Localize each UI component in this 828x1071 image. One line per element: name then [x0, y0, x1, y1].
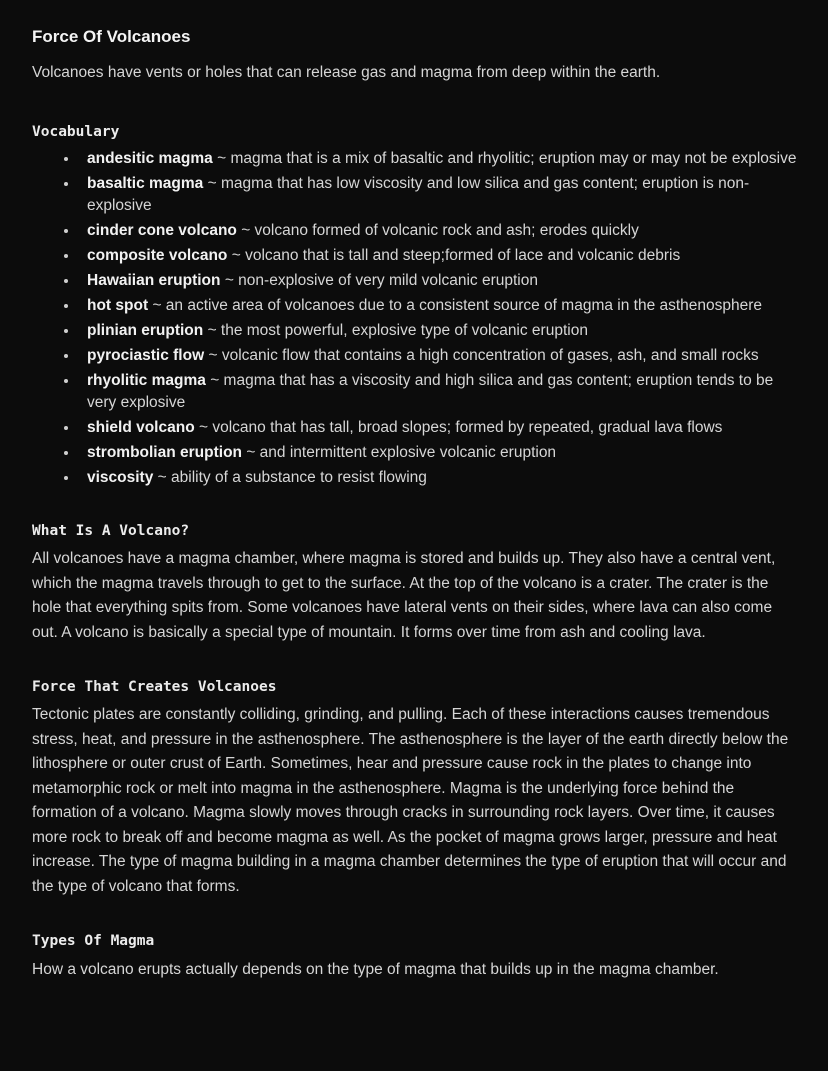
vocabulary-list	[32, 148, 797, 489]
vocab-item	[79, 417, 797, 439]
section-heading: Force That Creates Volcanoes	[32, 679, 277, 696]
vocab-item	[79, 442, 797, 464]
page-title: Force Of Volcanoes	[32, 27, 191, 46]
vocab-definition: ~ non-explosive of very mild volcanic eruption	[224, 271, 538, 289]
vocab-definition: ~ magma that has low viscosity and low silica and gas content; eruption is non-explosive	[87, 174, 750, 214]
vocab-definition: ~ magma that has a viscosity and high silica and gas content; eruption tends to be very explosive	[87, 371, 774, 411]
intro-paragraph: Volcanoes have vents or holes that can release gas and magma from deep within the earth.	[32, 64, 661, 82]
vocab-term: Hawaiian eruption	[87, 271, 221, 289]
vocab-term: composite volcano	[87, 246, 228, 264]
vocab-term: plinian eruption	[87, 321, 204, 339]
vocab-definition: ~ volcano that is tall and steep;formed of lace and volcanic debris	[231, 246, 681, 264]
section-heading: Types Of Magma	[32, 933, 155, 950]
vocab-item	[79, 220, 797, 242]
vocab-item	[79, 245, 797, 267]
vocab-item	[79, 320, 797, 342]
section-paragraph: Tectonic plates are constantly colliding, grinding, and pulling. Each of these interactions causes tremendous stress, heat, and pressure in the asthenosphere. The asthenosphere is the layer of the earth directly below the lithosphere or outer crust of Earth. Sometimes, hear and pressure cause rock in the plates to change into metamorphic rock or melt into magma in the asthenosphere. Magma is the underlying force behind the formation of a volcano. Magma slowly moves through cracks in surrounding rock layers. Over time, it causes more rock to break off and become magma as well. As the pocket of magma grows larger, pressure and heat increase. The type of magma building in a magma chamber determines the type of eruption that will occur and the type of volcano that forms.	[32, 706, 789, 895]
section-force-that-creates-volcanoes	[32, 677, 797, 899]
section-paragraph: All volcanoes have a magma chamber, where magma is stored and builds up. They also have a central vent, which the magma travels through to get to the surface. At the top of the volcano is a crater. The crater is the hole that everything spits from. Some volcanoes have lateral vents on their sides, where lava can also come out. A volcano is basically a special type of mountain. It forms over time from ash and cooling lava.	[32, 550, 776, 641]
vocab-definition: ~ volcano that has tall, broad slopes; formed by repeated, gradual lava flows	[198, 418, 723, 436]
vocab-definition: ~ volcano formed of volcanic rock and ash; erodes quickly	[241, 221, 639, 239]
vocab-term: pyrociastic flow	[87, 346, 205, 364]
vocab-item	[79, 148, 797, 170]
vocabulary-section	[32, 122, 797, 489]
vocab-term: viscosity	[87, 468, 154, 486]
vocab-definition: ~ volcanic flow that contains a high concentration of gases, ash, and small rocks	[208, 346, 759, 364]
section-what-is-a-volcano	[32, 521, 797, 645]
section-types-of-magma	[32, 931, 797, 982]
vocab-term: hot spot	[87, 296, 149, 314]
vocab-item	[79, 295, 797, 317]
vocab-definition: ~ an active area of volcanoes due to a consistent source of magma in the asthenosphere	[152, 296, 763, 314]
vocab-item	[79, 345, 797, 367]
section-paragraph: How a volcano erupts actually depends on the type of magma that builds up in the magma chamber.	[32, 960, 719, 978]
vocab-term: cinder cone volcano	[87, 221, 237, 239]
vocab-definition: ~ the most powerful, explosive type of volcanic eruption	[207, 321, 588, 339]
vocab-term: strombolian eruption	[87, 443, 242, 461]
vocabulary-heading: Vocabulary	[32, 123, 120, 140]
section-heading: What Is A Volcano?	[32, 522, 190, 539]
vocab-definition: ~ and intermittent explosive volcanic eruption	[246, 443, 557, 461]
vocab-term: rhyolitic magma	[87, 371, 206, 389]
vocab-item	[79, 370, 797, 414]
vocab-item	[79, 270, 797, 292]
vocab-item	[79, 467, 797, 489]
vocab-term: shield volcano	[87, 418, 195, 436]
vocab-item	[79, 173, 797, 217]
vocab-term: andesitic magma	[87, 149, 213, 167]
vocab-term: basaltic magma	[87, 174, 204, 192]
vocab-definition: ~ ability of a substance to resist flowing	[157, 468, 427, 486]
vocab-definition: ~ magma that is a mix of basaltic and rhyolitic; eruption may or may not be explosive	[217, 149, 797, 167]
